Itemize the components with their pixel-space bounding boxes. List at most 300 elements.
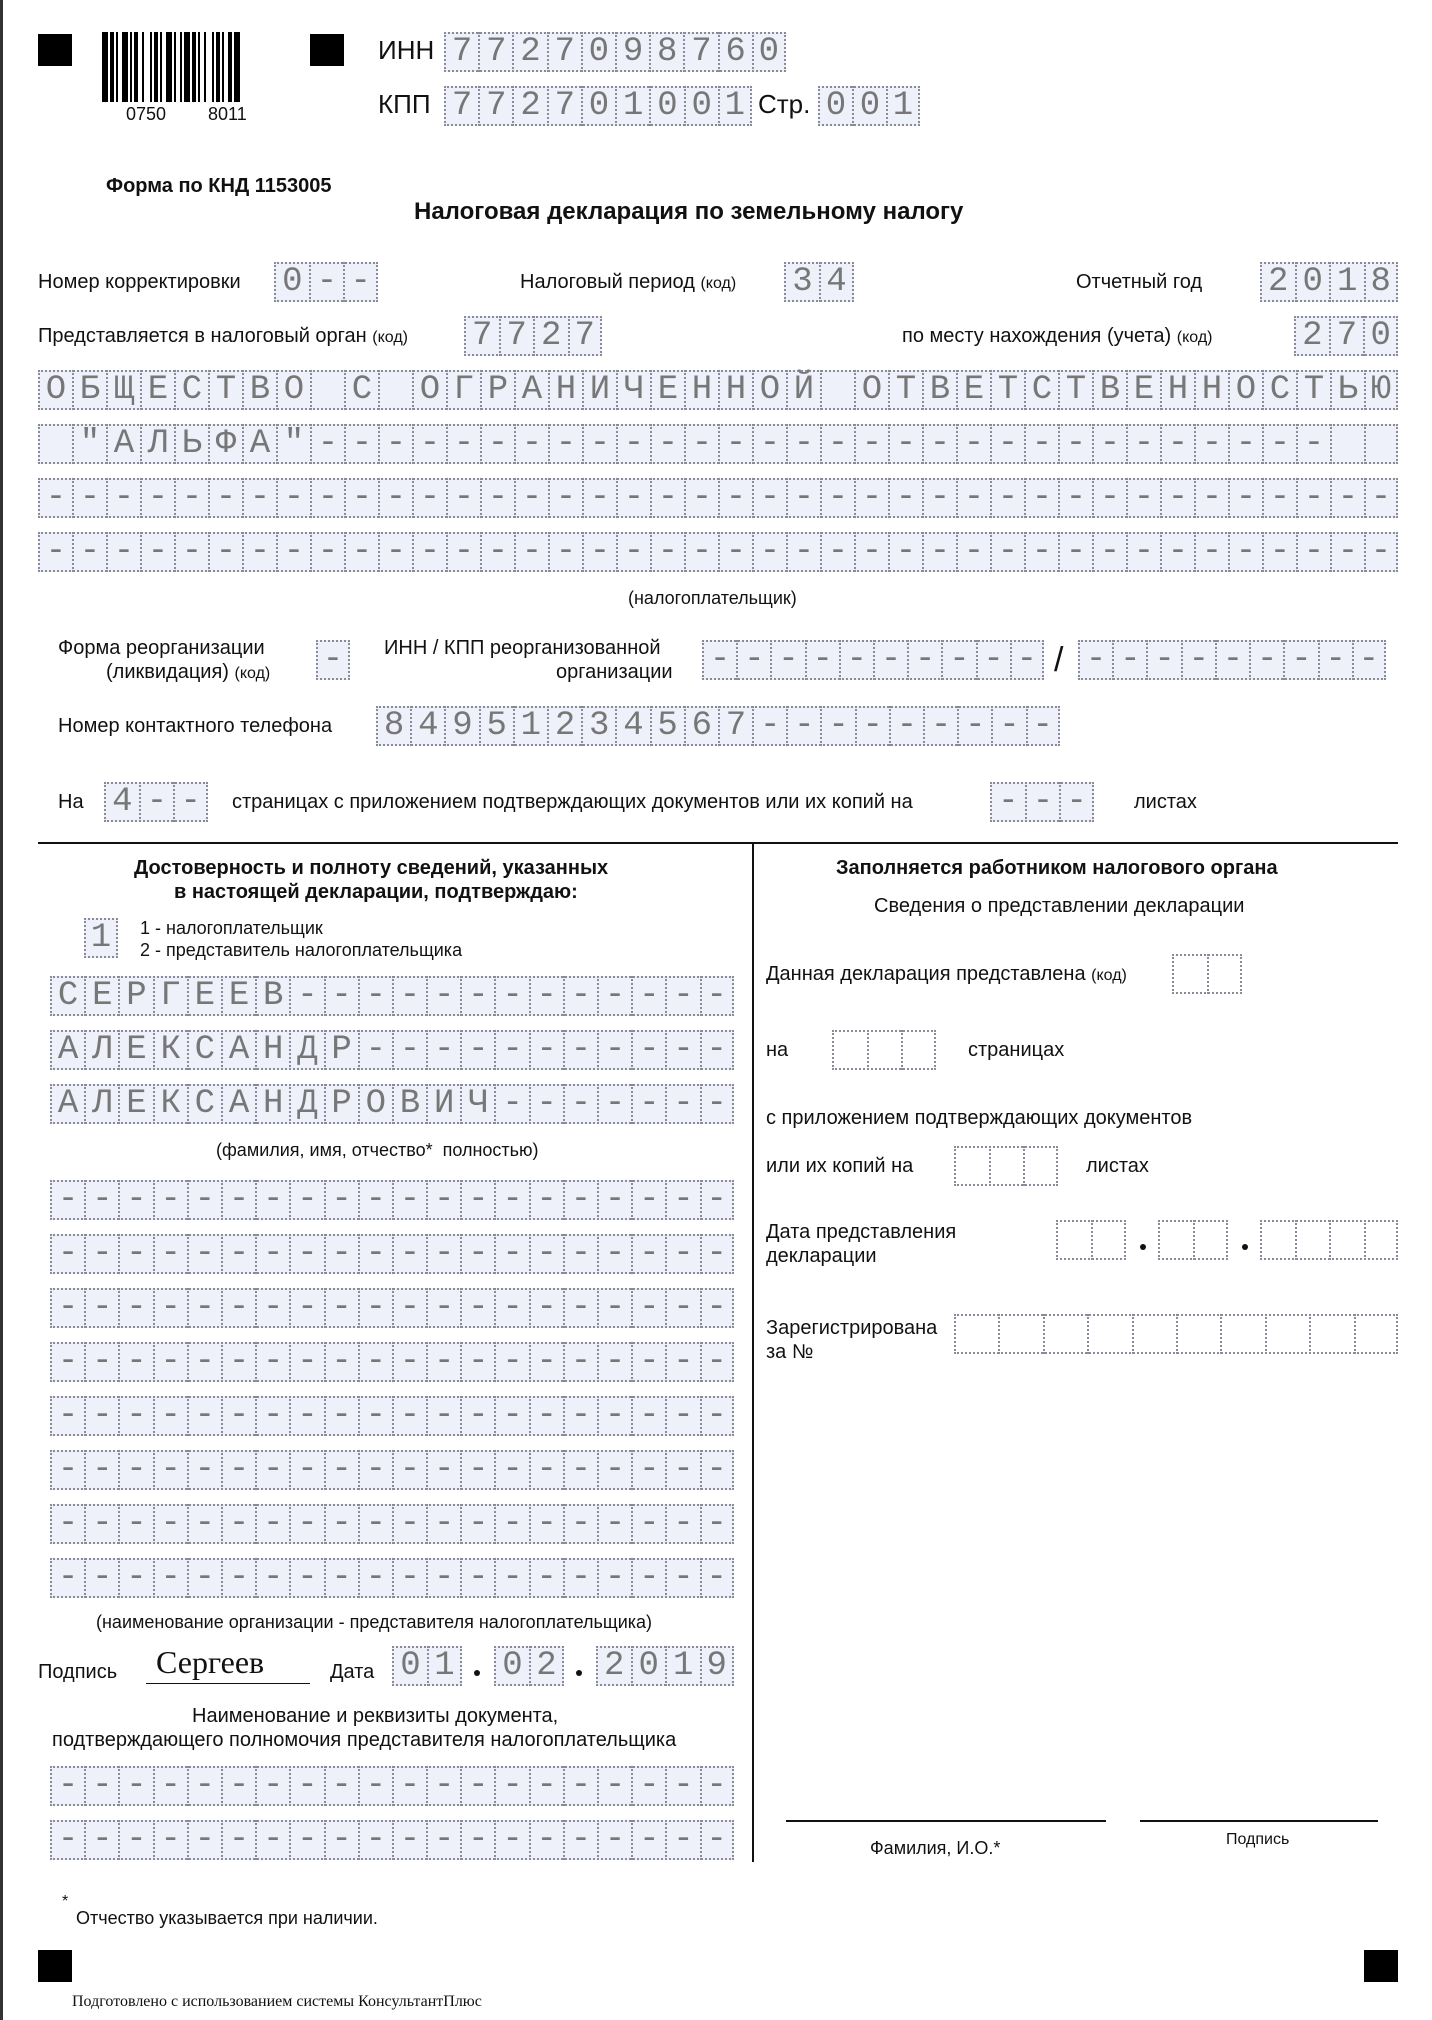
char-cell: Е bbox=[187, 976, 221, 1016]
char-cell: - bbox=[1352, 640, 1386, 680]
char-cell: Ф bbox=[208, 424, 242, 464]
char-cell: Б bbox=[72, 370, 106, 410]
char-cell: - bbox=[221, 1820, 255, 1860]
char-cell: - bbox=[38, 478, 72, 518]
char-cell: - bbox=[358, 1504, 392, 1544]
char-cell: - bbox=[752, 706, 786, 746]
char-cell: - bbox=[1025, 782, 1060, 822]
char-cell: - bbox=[529, 1180, 563, 1220]
char-cell: - bbox=[494, 1234, 528, 1274]
char-cell: 7 bbox=[718, 706, 752, 746]
char-cell: - bbox=[786, 478, 820, 518]
char-cell: - bbox=[956, 532, 990, 572]
rep-org-row-8[interactable] bbox=[50, 1558, 734, 1598]
char-cell: - bbox=[956, 424, 990, 464]
char-cell: Д bbox=[289, 1030, 323, 1070]
char-cell: - bbox=[426, 1234, 460, 1274]
char-cell: - bbox=[426, 1766, 460, 1806]
char-cell: - bbox=[1181, 640, 1215, 680]
year-cells[interactable] bbox=[1260, 262, 1398, 302]
barcode-bar bbox=[216, 32, 220, 102]
char-cell: В bbox=[1092, 370, 1126, 410]
r-sheets-cells[interactable] bbox=[954, 1146, 1058, 1186]
inn-label: ИНН bbox=[378, 35, 435, 65]
doc-label-1: Наименование и реквизиты документа, bbox=[192, 1705, 559, 1727]
year-label: Отчетный год bbox=[1076, 271, 1203, 293]
char-cell: - bbox=[358, 1820, 392, 1860]
char-cell: - bbox=[392, 976, 426, 1016]
char-cell: - bbox=[1194, 478, 1228, 518]
r-presented-cells[interactable] bbox=[1172, 954, 1242, 994]
char-cell: - bbox=[700, 1342, 734, 1382]
char-cell: - bbox=[358, 1030, 392, 1070]
char-cell: - bbox=[752, 424, 786, 464]
taxpayer-row-2[interactable] bbox=[38, 424, 1398, 464]
pages-prefix: На bbox=[58, 791, 84, 813]
char-cell: - bbox=[494, 1450, 528, 1490]
horizontal-divider bbox=[38, 842, 1398, 844]
char-cell bbox=[1087, 1314, 1131, 1354]
fio-row-2[interactable] bbox=[50, 1030, 734, 1070]
date-year-cells[interactable] bbox=[596, 1646, 734, 1686]
location-label: по месту нахождения (учета) (код) bbox=[902, 325, 1213, 347]
date-day-cells[interactable] bbox=[392, 1646, 462, 1686]
rep-org-row-5[interactable] bbox=[50, 1396, 734, 1436]
char-cell: Н bbox=[1160, 370, 1194, 410]
char-cell: - bbox=[700, 976, 734, 1016]
signer-option-2: 2 - представитель налогоплательщика bbox=[140, 940, 463, 960]
char-cell bbox=[954, 1314, 998, 1354]
char-cell: - bbox=[221, 1342, 255, 1382]
char-cell: Е bbox=[118, 1084, 152, 1124]
char-cell: - bbox=[854, 424, 888, 464]
char-cell: - bbox=[597, 976, 631, 1016]
rep-org-row-6[interactable] bbox=[50, 1450, 734, 1490]
char-cell: - bbox=[358, 1766, 392, 1806]
char-cell: - bbox=[1364, 478, 1398, 518]
rep-org-row-4[interactable] bbox=[50, 1342, 734, 1382]
char-cell: 0 bbox=[494, 1646, 529, 1686]
char-cell: - bbox=[631, 1342, 665, 1382]
char-cell bbox=[1329, 1220, 1364, 1260]
char-cell: - bbox=[494, 1342, 528, 1382]
barcode-bar bbox=[116, 32, 118, 102]
corner-marker-bottom-right bbox=[1364, 1950, 1398, 1982]
char-cell: 1 bbox=[886, 86, 920, 126]
char-cell: - bbox=[1059, 782, 1094, 822]
date-month-cells[interactable] bbox=[494, 1646, 564, 1686]
r-date-year-cells[interactable] bbox=[1260, 1220, 1398, 1260]
reorg-cells[interactable] bbox=[316, 640, 350, 680]
char-cell: - bbox=[255, 1766, 289, 1806]
char-cell: - bbox=[631, 1180, 665, 1220]
char-cell: Н bbox=[255, 1084, 289, 1124]
barcode-bar bbox=[142, 32, 144, 102]
char-cell: - bbox=[50, 1180, 84, 1220]
char-cell: - bbox=[665, 1766, 699, 1806]
char-cell: И bbox=[582, 370, 616, 410]
char-cell: - bbox=[529, 1766, 563, 1806]
tax-organ-cells[interactable] bbox=[464, 316, 602, 356]
char-cell: - bbox=[412, 532, 446, 572]
char-cell: - bbox=[392, 1450, 426, 1490]
char-cell: 9 bbox=[700, 1646, 735, 1686]
char-cell: - bbox=[700, 1288, 734, 1328]
char-cell: - bbox=[665, 1504, 699, 1544]
fio-row-3[interactable] bbox=[50, 1084, 734, 1124]
char-cell bbox=[38, 424, 72, 464]
char-cell bbox=[832, 1030, 867, 1070]
char-cell: 0 bbox=[631, 1646, 666, 1686]
char-cell: - bbox=[378, 478, 412, 518]
char-cell bbox=[1056, 1220, 1091, 1260]
char-cell: Р bbox=[118, 976, 152, 1016]
char-cell: - bbox=[1092, 478, 1126, 518]
char-cell: - bbox=[631, 1820, 665, 1860]
r-date-month-cells[interactable] bbox=[1158, 1220, 1228, 1260]
char-cell: - bbox=[1024, 424, 1058, 464]
char-cell: - bbox=[153, 1450, 187, 1490]
barcode-bar bbox=[134, 32, 138, 102]
char-cell: - bbox=[174, 532, 208, 572]
char-cell: - bbox=[616, 478, 650, 518]
char-cell: - bbox=[310, 424, 344, 464]
char-cell: - bbox=[1228, 478, 1262, 518]
char-cell: 2 bbox=[512, 86, 546, 126]
char-cell: - bbox=[426, 1504, 460, 1544]
char-cell: - bbox=[514, 532, 548, 572]
char-cell: - bbox=[650, 478, 684, 518]
char-cell: Л bbox=[84, 1030, 118, 1070]
char-cell: 5 bbox=[650, 706, 684, 746]
char-cell bbox=[954, 1146, 989, 1186]
char-cell: - bbox=[597, 1288, 631, 1328]
char-cell: 5 bbox=[479, 706, 513, 746]
char-cell: - bbox=[84, 1180, 118, 1220]
barcode-bar bbox=[122, 32, 128, 102]
char-cell: - bbox=[187, 1558, 221, 1598]
char-cell: - bbox=[106, 478, 140, 518]
char-cell: - bbox=[480, 424, 514, 464]
char-cell: - bbox=[582, 532, 616, 572]
char-cell: - bbox=[1058, 532, 1092, 572]
char-cell: - bbox=[378, 532, 412, 572]
char-cell: Ь bbox=[1330, 370, 1364, 410]
char-cell: Е bbox=[221, 976, 255, 1016]
char-cell bbox=[378, 370, 412, 410]
char-cell: - bbox=[460, 1288, 494, 1328]
char-cell: - bbox=[221, 1558, 255, 1598]
char-cell: - bbox=[597, 1558, 631, 1598]
char-cell: 2 bbox=[547, 706, 581, 746]
char-cell: - bbox=[563, 1450, 597, 1490]
char-cell: - bbox=[563, 1766, 597, 1806]
char-cell: - bbox=[1262, 424, 1296, 464]
char-cell: 0 bbox=[581, 86, 615, 126]
char-cell bbox=[1265, 1314, 1309, 1354]
char-cell: - bbox=[700, 1820, 734, 1860]
page-cells[interactable] bbox=[818, 86, 920, 126]
char-cell: 2 bbox=[596, 1646, 631, 1686]
char-cell: - bbox=[50, 1342, 84, 1382]
char-cell: 9 bbox=[615, 32, 649, 72]
char-cell: - bbox=[344, 478, 378, 518]
char-cell: Р bbox=[324, 1030, 358, 1070]
char-cell: - bbox=[563, 1234, 597, 1274]
r-presented-label: Данная декларация представлена (код) bbox=[766, 963, 1127, 985]
char-cell: - bbox=[358, 1450, 392, 1490]
char-cell: - bbox=[1228, 532, 1262, 572]
char-cell: - bbox=[684, 478, 718, 518]
char-cell: - bbox=[597, 1396, 631, 1436]
char-cell: - bbox=[139, 782, 174, 822]
char-cell: 7 bbox=[1329, 316, 1364, 356]
char-cell: - bbox=[839, 640, 873, 680]
char-cell: Е bbox=[84, 976, 118, 1016]
char-cell: 2 bbox=[1294, 316, 1329, 356]
char-cell: - bbox=[460, 1396, 494, 1436]
char-cell: - bbox=[494, 976, 528, 1016]
char-cell: - bbox=[922, 424, 956, 464]
correction-label: Номер корректировки bbox=[38, 271, 241, 293]
char-cell: - bbox=[242, 478, 276, 518]
doc-row-1[interactable] bbox=[50, 1766, 734, 1806]
char-cell: - bbox=[289, 1234, 323, 1274]
char-cell: - bbox=[548, 532, 582, 572]
phone-cells[interactable] bbox=[376, 706, 1060, 746]
char-cell bbox=[1354, 1314, 1398, 1354]
char-cell: - bbox=[529, 1396, 563, 1436]
char-cell: - bbox=[255, 1558, 289, 1598]
char-cell: Т bbox=[1058, 370, 1092, 410]
left-header-2: в настоящей декларации, подтверждаю: bbox=[174, 881, 578, 903]
char-cell: - bbox=[84, 1396, 118, 1436]
char-cell: " bbox=[276, 424, 310, 464]
char-cell: - bbox=[324, 976, 358, 1016]
char-cell bbox=[901, 1030, 936, 1070]
char-cell bbox=[1158, 1220, 1193, 1260]
char-cell: - bbox=[221, 1288, 255, 1328]
char-cell: - bbox=[460, 976, 494, 1016]
char-cell: - bbox=[665, 1396, 699, 1436]
char-cell: 1 bbox=[665, 1646, 700, 1686]
char-cell bbox=[1043, 1314, 1087, 1354]
char-cell: В bbox=[242, 370, 276, 410]
char-cell: - bbox=[922, 532, 956, 572]
char-cell: - bbox=[153, 1504, 187, 1544]
char-cell: - bbox=[187, 1820, 221, 1860]
fio-row-1[interactable] bbox=[50, 976, 734, 1016]
char-cell: - bbox=[494, 1288, 528, 1328]
char-cell: - bbox=[118, 1342, 152, 1382]
barcode-number-left: 0750 bbox=[126, 104, 167, 124]
char-cell: 4 bbox=[819, 262, 854, 302]
char-cell: - bbox=[616, 532, 650, 572]
char-cell: - bbox=[324, 1504, 358, 1544]
char-cell: Т bbox=[1296, 370, 1330, 410]
char-cell: - bbox=[187, 1504, 221, 1544]
pages-count-cells[interactable] bbox=[104, 782, 208, 822]
char-cell: - bbox=[752, 532, 786, 572]
corner-marker-top-mid bbox=[310, 34, 344, 66]
signer-type-cell[interactable] bbox=[84, 918, 118, 958]
reorg-kpp-cells[interactable] bbox=[1078, 640, 1386, 680]
char-cell: - bbox=[72, 532, 106, 572]
char-cell: - bbox=[529, 1084, 563, 1124]
taxpayer-row-3[interactable] bbox=[38, 478, 1398, 518]
barcode-bar bbox=[130, 32, 132, 102]
char-cell: 0 bbox=[752, 32, 786, 72]
barcode-bar bbox=[102, 32, 108, 102]
char-cell: - bbox=[563, 1558, 597, 1598]
pages-middle: страницах с приложением подтверждающих документов или их копий на bbox=[232, 791, 913, 813]
char-cell: - bbox=[1010, 640, 1044, 680]
char-cell: - bbox=[392, 1396, 426, 1436]
doc-row-2[interactable] bbox=[50, 1820, 734, 1860]
char-cell: - bbox=[1296, 424, 1330, 464]
char-cell: 7 bbox=[478, 32, 512, 72]
char-cell: - bbox=[529, 1504, 563, 1544]
char-cell bbox=[998, 1314, 1042, 1354]
char-cell: Л bbox=[140, 424, 174, 464]
rep-org-row-2[interactable] bbox=[50, 1234, 734, 1274]
char-cell: - bbox=[582, 478, 616, 518]
char-cell: - bbox=[460, 1820, 494, 1860]
rep-org-row-1[interactable] bbox=[50, 1180, 734, 1220]
char-cell: - bbox=[650, 424, 684, 464]
char-cell: - bbox=[700, 1766, 734, 1806]
char-cell: А bbox=[50, 1084, 84, 1124]
char-cell: - bbox=[392, 1558, 426, 1598]
char-cell: " bbox=[72, 424, 106, 464]
char-cell: - bbox=[631, 1234, 665, 1274]
char-cell: - bbox=[255, 1820, 289, 1860]
char-cell: - bbox=[50, 1450, 84, 1490]
reorg-inn-cells[interactable] bbox=[702, 640, 1044, 680]
char-cell: - bbox=[665, 1450, 699, 1490]
char-cell: 7 bbox=[478, 86, 512, 126]
char-cell: 9 bbox=[444, 706, 478, 746]
char-cell bbox=[1364, 1220, 1399, 1260]
signature-line bbox=[146, 1683, 310, 1684]
sign-label: Подпись bbox=[38, 1661, 118, 1683]
char-cell: 1 bbox=[513, 706, 547, 746]
rep-org-row-3[interactable] bbox=[50, 1288, 734, 1328]
taxpayer-row-1[interactable] bbox=[38, 370, 1398, 410]
inn-cells[interactable] bbox=[444, 32, 786, 72]
char-cell: 0 bbox=[1295, 262, 1330, 302]
r-reg-cells[interactable] bbox=[954, 1314, 1398, 1354]
char-cell: - bbox=[718, 532, 752, 572]
char-cell: - bbox=[392, 1766, 426, 1806]
char-cell: - bbox=[460, 1450, 494, 1490]
char-cell: - bbox=[72, 478, 106, 518]
char-cell: - bbox=[426, 1342, 460, 1382]
char-cell: - bbox=[358, 1288, 392, 1328]
char-cell: Й bbox=[786, 370, 820, 410]
char-cell: - bbox=[888, 532, 922, 572]
char-cell: - bbox=[1194, 532, 1228, 572]
char-cell: - bbox=[888, 424, 922, 464]
r-attach-label: с приложением подтверждающих документов bbox=[766, 1107, 1193, 1129]
correction-cells[interactable] bbox=[274, 262, 378, 302]
char-cell: - bbox=[310, 532, 344, 572]
char-cell: - bbox=[631, 1030, 665, 1070]
char-cell: - bbox=[84, 1820, 118, 1860]
char-cell: - bbox=[990, 782, 1025, 822]
char-cell bbox=[820, 370, 854, 410]
r-fio-caption: Фамилия, И.О.* bbox=[870, 1838, 1001, 1858]
char-cell: - bbox=[324, 1766, 358, 1806]
period-cells[interactable] bbox=[784, 262, 854, 302]
kpp-cells[interactable] bbox=[444, 86, 752, 126]
char-cell: - bbox=[548, 478, 582, 518]
char-cell: - bbox=[1112, 640, 1146, 680]
char-cell: В bbox=[922, 370, 956, 410]
char-cell: - bbox=[392, 1288, 426, 1328]
char-cell: - bbox=[153, 1234, 187, 1274]
char-cell: Т bbox=[888, 370, 922, 410]
corner-marker-top-left bbox=[38, 34, 72, 66]
char-cell: - bbox=[494, 1180, 528, 1220]
char-cell: - bbox=[50, 1558, 84, 1598]
char-cell bbox=[1309, 1314, 1353, 1354]
char-cell: - bbox=[631, 1766, 665, 1806]
location-cells[interactable] bbox=[1294, 316, 1398, 356]
char-cell: О bbox=[1228, 370, 1262, 410]
char-cell: - bbox=[700, 1234, 734, 1274]
char-cell: - bbox=[446, 424, 480, 464]
char-cell: - bbox=[1092, 532, 1126, 572]
char-cell: - bbox=[786, 706, 820, 746]
char-cell: К bbox=[153, 1030, 187, 1070]
char-cell bbox=[1364, 424, 1398, 464]
taxpayer-caption: (налогоплательщик) bbox=[628, 588, 797, 608]
page-label: Стр. bbox=[758, 89, 811, 119]
char-cell: - bbox=[426, 1558, 460, 1598]
char-cell: - bbox=[650, 532, 684, 572]
left-header-1: Достоверность и полноту сведений, указанных bbox=[134, 857, 609, 879]
char-cell: - bbox=[563, 976, 597, 1016]
char-cell: Н bbox=[548, 370, 582, 410]
char-cell: - bbox=[378, 424, 412, 464]
signature[interactable]: Сергеев bbox=[156, 1644, 265, 1680]
char-cell: - bbox=[153, 1820, 187, 1860]
char-cell: - bbox=[563, 1084, 597, 1124]
char-cell: - bbox=[718, 424, 752, 464]
taxpayer-row-4[interactable] bbox=[38, 532, 1398, 572]
char-cell: Ю bbox=[1364, 370, 1398, 410]
char-cell: 0 bbox=[581, 32, 615, 72]
char-cell: - bbox=[665, 1558, 699, 1598]
char-cell: 1 bbox=[84, 918, 118, 958]
r-date-day-cells[interactable] bbox=[1056, 1220, 1126, 1260]
sheets-count-cells[interactable] bbox=[990, 782, 1094, 822]
char-cell: Р bbox=[480, 370, 514, 410]
char-cell: 8 bbox=[376, 706, 410, 746]
char-cell: - bbox=[480, 478, 514, 518]
char-cell: 1 bbox=[718, 86, 752, 126]
r-pages-cells[interactable] bbox=[832, 1030, 936, 1070]
char-cell: - bbox=[494, 1820, 528, 1860]
footnote: Отчество указывается при наличии. bbox=[76, 1908, 378, 1928]
rep-org-row-7[interactable] bbox=[50, 1504, 734, 1544]
char-cell: - bbox=[990, 532, 1024, 572]
barcode-bar bbox=[234, 32, 240, 102]
char-cell: - bbox=[1160, 424, 1194, 464]
char-cell: В bbox=[392, 1084, 426, 1124]
char-cell: - bbox=[50, 1288, 84, 1328]
